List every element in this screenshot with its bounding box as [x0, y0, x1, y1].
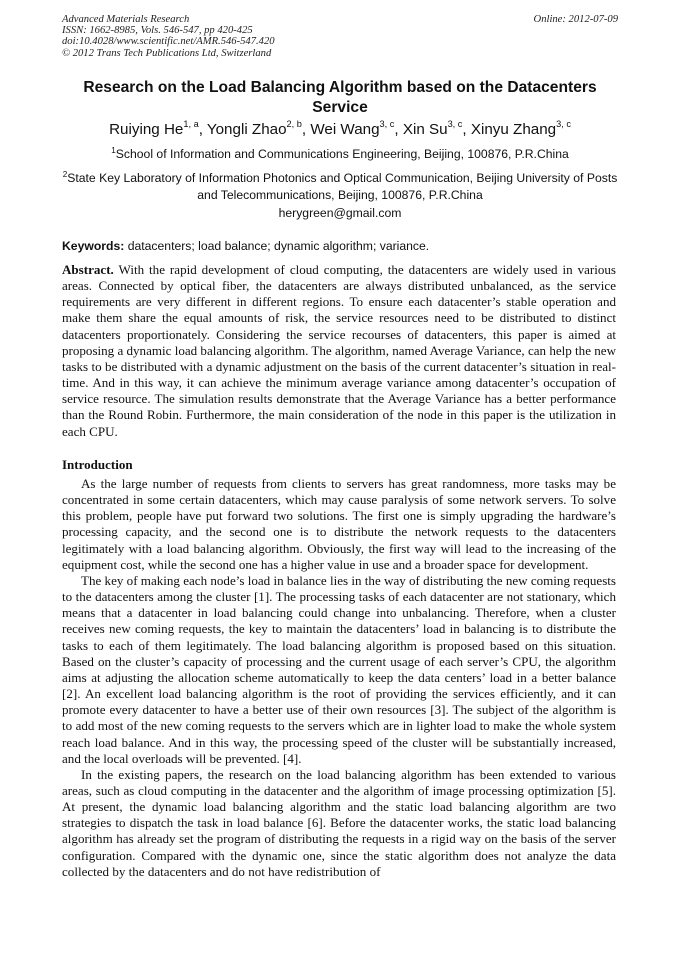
author-affil-mark: 2, b — [286, 119, 302, 129]
author-affil-mark: 3, c — [447, 119, 463, 129]
author-name: Ruiying He — [109, 121, 184, 138]
author-affil-mark: 3, c — [556, 119, 571, 129]
author-name: Xin Su — [402, 121, 448, 138]
body-paragraph: As the large number of requests from clients to servers has great randomness, more tasks may be concentrated in some certain datacenters, which may cause paralysis of some network servers. To solve this problem, people have put forward two solutions. The first one is simply upgrading the hardware’s processing capacity, and the second one is to distribute the network requests to the datacenters legitimately with a load balancing algorithm. Obviously, the first way will lead to the increasing of the equipment cost, while the second one has a higher value in use and a broader space for development. — [62, 476, 616, 572]
paper-title: Research on the Load Balancing Algorithm based on the Datacenters Service — [83, 79, 597, 116]
introduction-body — [62, 476, 616, 880]
author-email: herygreen@gmail.com — [278, 206, 402, 220]
author-name: Xinyu Zhang — [470, 121, 557, 138]
section-heading-introduction: Introduction — [62, 457, 133, 472]
affiliation-2 — [62, 170, 618, 203]
doi-line: doi:10.4028/www.scientific.net/AMR.546-547.420 — [62, 36, 275, 48]
author-affil-mark: 1, a — [183, 119, 199, 129]
author-name: Wei Wang — [310, 121, 380, 138]
abstract-text: With the rapid development of cloud computing, the datacenters are widely used in various areas. Connected by optical fiber, the datacenters are always distributed unbalanced, as the service requirements are very different in different regions. To ensure each datacenter’s stable operation and make them share the equal amounts of risk, the service resources need to be distributed to distinct datacenters proportionately. Considering the service recourses of datacenters, this paper is aimed at proposing a dynamic load balancing algorithm. The algorithm, named Average Variance, can help the new tasks to be distributed with a dynamic adjustment on the basis of the current datacenter’s situation in real-time. And in this way, it can achieve the minimum average variance among datacenter’s occupation of service resource. The simulation results demonstrate that the Average Variance has a better performance than the Round Robin. Furthermore, the main consideration of the node in this paper is the utilization in each CPU. — [62, 262, 616, 439]
abstract-label: Abstract. — [62, 262, 114, 277]
journal-name: Advanced Materials Research — [62, 14, 190, 25]
author-list: Ruiying He$^{1, a}$, Yongli Zhao$^{2, b}$, Wei Wang$^{3, c}$, Xin Su$^{3, c}$, Xinyu Zhang$^{3, c}$ — [109, 119, 571, 138]
journal-header — [62, 14, 618, 59]
body-paragraph: The key of making each node’s load in balance lies in the way of distributing the new coming requests to the datacenters among the cluster [1]. The processing tasks of each datacenter are not stationary, which means that a datacenter in load balancing could change into unbalancing. Therefore, when a cluster receives new coming requests, the key to maintain the datacenters’ load in balancing is to distribute the tasks to each of them legitimately. The load balancing algorithm is proposed based on this situation. Based on the cluster’s capacity of processing and the current usage of each server’s CPU, the algorithm aims at adjusting the allocation scheme automatically to keep the data centers’ load in a better balance [2]. An excellent load balancing algorithm is the root of providing the services efficiently, and it can promote every datacenter to have a better use of their own resources [3]. The subject of the algorithm is to add most of the new coming requests to the servers which are in lighter load to make the whole system reach load balance. And in this way, the processing speed of the cluster will be substantially increased, and the local overloads will be prevented. [4]. — [62, 572, 616, 766]
keywords-text: datacenters; load balance; dynamic algorithm; variance. — [127, 239, 430, 253]
body-paragraph: In the existing papers, the research on the load balancing algorithm has been extended to various areas, such as cloud computing in the datacenter and the algorithm of image processing optimization [5]. At present, the dynamic load balancing algorithm and the static load balancing algorithm are two strategies to dispatch the task in load balance [6]. Before the datacenter works, the static load balancing algorithm has already set the program of distributing the requests in a rigid way on the basis of the server configuration. Compared with the dynamic one, since the static algorithm does not analyze the data collected by the datacenters and do not have redistribution of — [62, 766, 616, 879]
affiliation-number: 2 — [62, 170, 68, 179]
affiliation-1 — [62, 146, 618, 163]
online-date: Online: 2012-07-09 — [533, 14, 618, 25]
keywords — [62, 238, 618, 254]
issn-line: ISSN: 1662-8985, Vols. 546-547, pp 420-425 — [62, 25, 253, 37]
author-affil-mark: 3, c — [379, 119, 395, 129]
affiliation-number: 1 — [111, 146, 116, 155]
copyright-line: © 2012 Trans Tech Publications Ltd, Switzerland — [62, 47, 272, 59]
affiliation-text: State Key Laboratory of Information Photonics and Optical Communication, Beijing University of Posts and Telecommunications, Beijing, 100876, P.R.China — [67, 171, 618, 202]
abstract — [62, 262, 616, 440]
affiliation-text: School of Information and Communications Engineering, Beijing, 100876, P.R.China — [115, 147, 569, 161]
keywords-label: Keywords: — [62, 239, 125, 253]
author-name: Yongli Zhao — [206, 121, 287, 138]
